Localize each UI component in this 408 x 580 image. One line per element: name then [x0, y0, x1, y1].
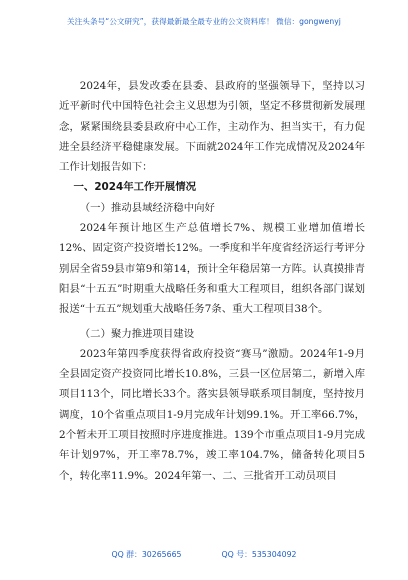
subsection-heading-1: （一）推动县域经济稳中向好 — [79, 201, 215, 214]
footer-contact — [0, 549, 408, 560]
document-body — [59, 76, 365, 486]
header-banner: 关注头条号“公文研究”，获得最新最全最专业的公文资料库！ 微信：gongwenyj — [67, 17, 341, 26]
subsection-2-paragraph: 2023年第四季度获得省政府投资“赛马”激励。2024年1-9月全县固定资产投资同比增长10.8%，三县一区位居第二，新增入库项目113个，同比增长33个。落实县领导联系项目制度，坚持按月调度，10个省重点项目1-9月完成年计划99.1%。开工率66.7%，2个暂未开工项目按照时序进度推进。139个市重点项目1-9月完成年计划97%，开工率78.7%，竣工率104.7%，储备转化项目5个，转化率11.9%。2024年第一、二、三批省开工动员项目 — [59, 347, 365, 482]
qq-number-text: QQ 号：535304092 — [221, 550, 297, 559]
intro-paragraph: 2024年，县发改委在县委、县政府的坚强领导下，坚持以习近平新时代中国特色社会主义思想为引领，坚定不移贯彻新发展理念，紧紧围绕县委县政府中心工作，主动作为、担当实干，有力促进全县经济平稳健康发展。下面就2024年工作完成情况及2024年工作计划报告如下： — [59, 80, 365, 174]
qq-group-text: QQ 群：30265665 — [111, 550, 182, 559]
section-heading-1: 一、2024年工作开展情况 — [73, 181, 196, 194]
subsection-heading-2: （二）聚力推进项目建设 — [79, 327, 195, 340]
subsection-1-paragraph: 2024年预计地区生产总值增长7%、规模工业增加值增长12%、固定资产投资增长12%。一季度和半年度省经济运行考评分别居全省59县市第9和第14，预计全年稳居第一方阵。认真摸排青阳县“十五五”时期重大战略任务和重大工程项目，组织各部门谋划报送“十五五”规划重大战略任务7条、重大工程项目38个。 — [59, 222, 365, 316]
